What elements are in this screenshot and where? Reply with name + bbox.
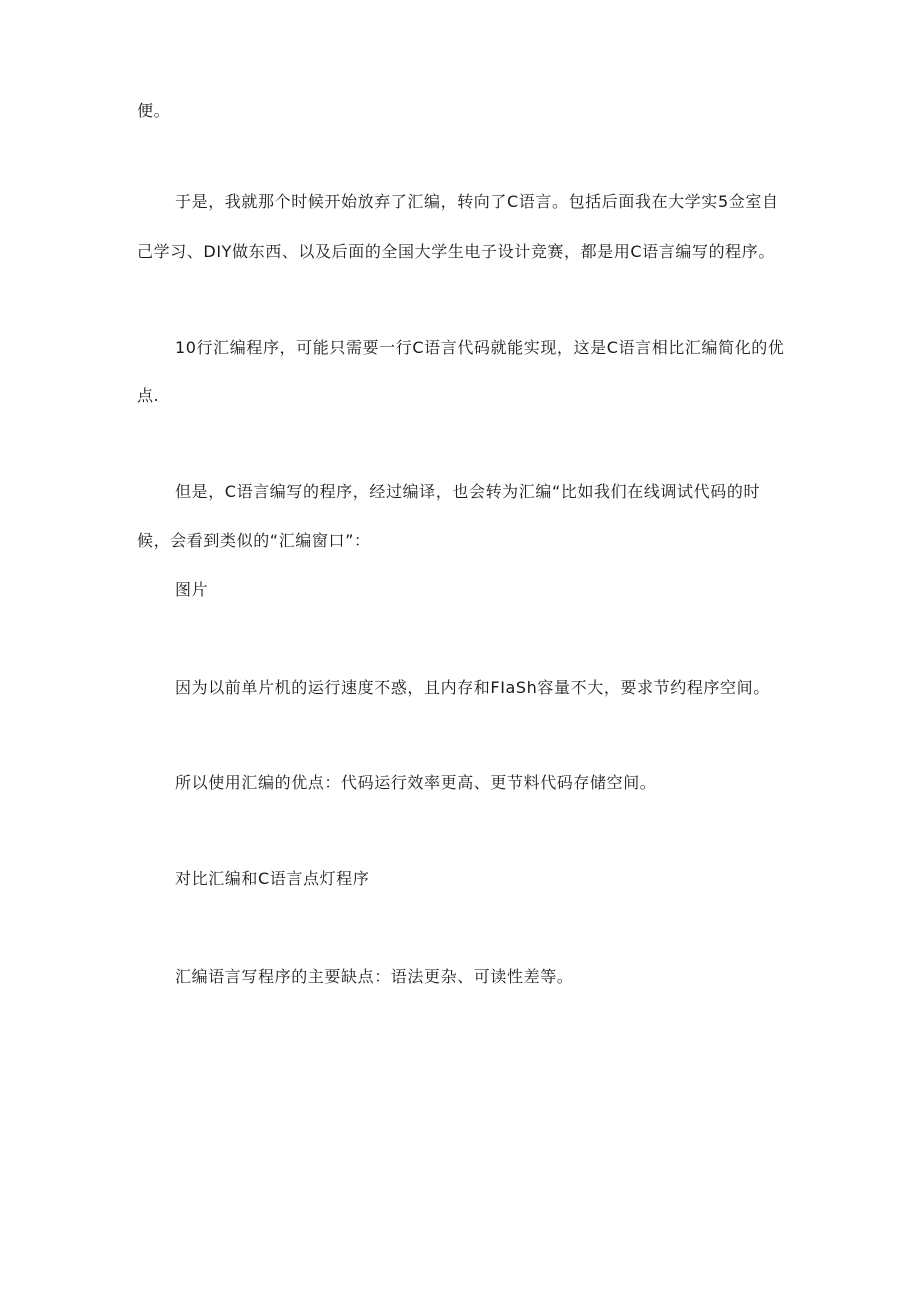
paragraph-line: 汇编语言写程序的主要缺点：语法更杂、可读性差等。: [175, 967, 574, 986]
paragraph-line: 因为以前单片机的运行速度不惑，且内存和FIaSh容量不大，要求节约程序空间。: [175, 678, 770, 697]
paragraph-line: 10行汇编程序，可能只需要一行C语言代码就能实现，这是C语言相比汇编简化的优: [175, 338, 785, 357]
image-placeholder-label: 图片: [175, 580, 209, 599]
paragraph-line: 便。: [137, 101, 171, 120]
paragraph-line: 己学习、DIY做东西、以及后面的全国大学生电子设计竞赛，都是用C语言编写的程序。: [137, 242, 775, 261]
paragraph-line: 所以使用汇编的优点：代码运行效率更高、更节料代码存储空间。: [175, 773, 657, 792]
paragraph-line: 于是，我就那个时候开始放弃了汇编，转向了C语言。包括后面我在大学实5佥室自: [175, 192, 779, 211]
paragraph-line: 候，会看到类似的“汇编窗口”：: [137, 531, 371, 550]
paragraph-line: 点.: [137, 386, 160, 405]
section-heading: 对比汇编和C语言点灯程序: [175, 869, 370, 888]
paragraph-line: 但是，C语言编写的程序，经过编译，也会转为汇编“比如我们在线调试代码的时: [175, 482, 761, 501]
